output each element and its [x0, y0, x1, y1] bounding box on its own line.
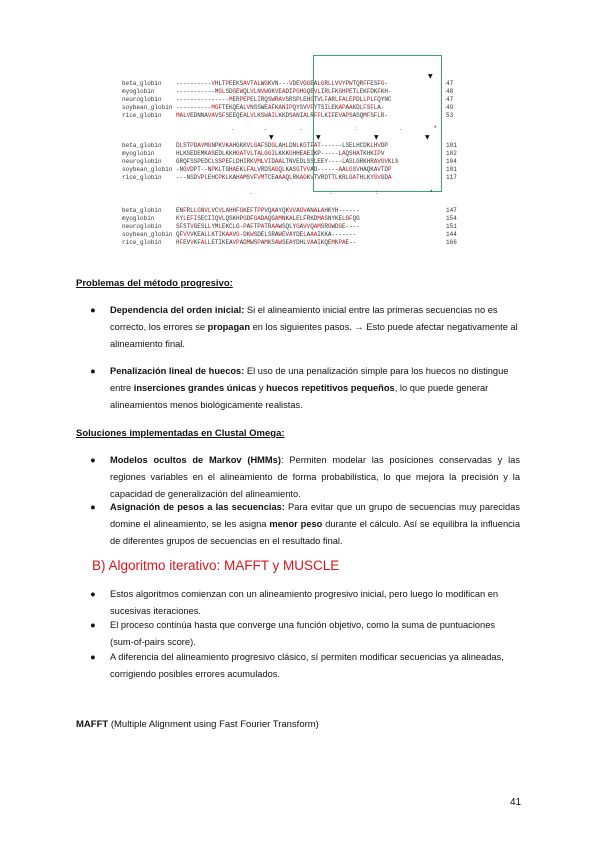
- bullet-text: El uso de una penalización simple para los huecos no distingue entre: [110, 366, 509, 393]
- bullet-text: : Permiten modelar las posiciones conservadas y las regiones variables en el alineamiento de forma probabilística, lo que mejora la precisión y la capacidad de generalización del alineamiento.: [110, 455, 521, 499]
- sequence-name: rice_globin: [122, 239, 162, 246]
- sequence-residues: HFEVVKFALLETIKEAVPADMWSPAMKSAWSEAYDHLVAAIKQEMKPAE--: [176, 239, 357, 246]
- alignment-row: [122, 207, 482, 215]
- sequence-position: 104: [446, 158, 457, 165]
- sequence-residues: KYLEFISECIIQVLQSKHPGDFGADAQGAMNKALELFRKDMASNYKELGFQG: [176, 215, 360, 222]
- sequence-position: 102: [446, 150, 457, 157]
- sequence-name: beta_globin: [122, 207, 162, 214]
- bullet-text: Estos algoritmos comienzan con un alineamiento progresivo inicial, pero luego lo modifican en sucesivas iteraciones.: [110, 589, 499, 616]
- sequence-name: soybean_globin: [122, 104, 173, 111]
- page-number: 41: [510, 797, 522, 808]
- sequence-name: beta_globin: [122, 80, 162, 87]
- consensus-mark: .: [250, 190, 252, 196]
- sequence-position: 147: [446, 207, 457, 214]
- sequence-name: myoglobin: [122, 150, 155, 157]
- bullet-dot: ●: [90, 502, 96, 512]
- bullet-dot: ●: [90, 455, 96, 465]
- highlight-box: [313, 55, 442, 192]
- bullet-penalizacion: [90, 363, 520, 414]
- bullet-text: , lo que puede generar alineamientos menos biológicamente realistas.: [110, 383, 489, 410]
- sequence-position: 154: [446, 215, 457, 222]
- sequence-residues: DLSTPDAVMGNPKVKAHGKKVLGAFSDGLAHLDNLKGTFAT------LSELHCDKLHVDP: [176, 142, 388, 149]
- term-propagan: propagan: [207, 322, 251, 332]
- bullet-dot: ●: [90, 366, 96, 376]
- bullet-iterativo-1: [90, 586, 520, 620]
- alignment-row: [122, 239, 482, 247]
- bullet-pesos: [90, 499, 520, 550]
- bullet-text: durante el cálculo. Así se equilibra la influencia de diferentes grupos de secuencias en el resultado final.: [110, 519, 520, 546]
- marker-triangle: ▼: [269, 134, 274, 141]
- consensus-mark: :: [376, 190, 378, 196]
- mafft-bold: MAFFT: [76, 719, 109, 730]
- sequence-position: 49: [446, 104, 454, 111]
- sequence-position: 144: [446, 231, 457, 238]
- consensus-mark: .: [300, 126, 302, 132]
- sequence-name: soybean_globin: [122, 166, 173, 173]
- term-penalizacion: Penalización lineal de huecos:: [110, 366, 245, 376]
- sequence-position: 101: [446, 166, 457, 173]
- sequence-name: neuroglobin: [122, 158, 162, 165]
- sequence-name: myoglobin: [122, 88, 155, 95]
- sequence-residues: -----------MGLSDGEWQLVLNVWGKVEADIPGHGQEVLIRLFKGHPETLEKFDKFKH-: [176, 88, 392, 95]
- consensus-mark: *: [434, 126, 437, 132]
- sequence-residues: ----------VHLTPEEKSAVTALWGKVN---VDEVGGEALGRLLVVYPWTQRFFESFG-: [176, 80, 388, 87]
- sequence-residues: HLKSEDEMKASEDLKKHGATVLTALGGILKKKGHHEAEIKP-----LAQSHATKHKIPV: [176, 150, 385, 157]
- term-menor-peso: menor peso: [269, 519, 323, 529]
- bullet-text: en los siguientes pasos. → Esto puede afectar negativamente al alineamiento final.: [110, 322, 518, 349]
- term-pesos: Asignación de pesos a las secuencias:: [110, 502, 285, 512]
- sequence-name: beta_globin: [122, 142, 162, 149]
- bullet-dot: ●: [90, 589, 96, 599]
- sequence-name: rice_globin: [122, 112, 162, 119]
- bullet-dot: ●: [90, 305, 96, 315]
- sequence-residues: QFVVVKEALLKTIKAAVG-DKWSDELSRAWEVAYDELAAAIKKA-------: [176, 231, 357, 238]
- sequence-position: 53: [446, 112, 454, 119]
- alignment-row: [122, 223, 482, 231]
- marker-triangle: ▼: [374, 134, 379, 141]
- sequence-residues: MALVEDNNAVAVSFSEEQEALVLKSWAILKKDSANIALRFFLKIFEVAPSASQMFSFLR-: [176, 112, 388, 119]
- heading-soluciones: Soluciones implementadas en Clustal Omega:: [76, 428, 285, 439]
- sequence-name: neuroglobin: [122, 223, 162, 230]
- term-dependencia: Dependencia del orden inicial:: [110, 305, 245, 315]
- heading-problemas: Problemas del método progresivo:: [76, 278, 233, 289]
- bullet-text: Para evitar que un grupo de secuencias muy parecidas domine el alineamiento, se les asigna: [110, 502, 520, 529]
- mafft-heading: [76, 719, 319, 730]
- marker-triangle: ▼: [316, 134, 321, 141]
- sequence-name: myoglobin: [122, 215, 155, 222]
- bullet-dot: ●: [90, 652, 96, 662]
- sequence-residues: ---NSDVPLEHCPKLKAHAMSVFVMTCEAAAQLRKAGKVTVRDTTLKRLGATHLKYGVGDA: [176, 174, 392, 181]
- consensus-mark: .: [330, 190, 332, 196]
- bullet-text: A diferencia del alineamiento progresivo clásico, sí permiten modificar secuencias ya alineadas, corrigiendo posibles errores acumulados.: [110, 652, 504, 679]
- bullet-hmm: [90, 452, 520, 503]
- sequence-residues: ---------------MERPEPELIRQSWRAVSRSPLEHGTVLFARLFALEPDLLPLFQYNC: [176, 96, 392, 103]
- sequence-name: neuroglobin: [122, 96, 162, 103]
- bullet-iterativo-3: [90, 649, 520, 683]
- sequence-position: 166: [446, 239, 457, 246]
- sequence-residues: ----------MGFTEKQEALVNSSWEAFKANIPQYSVVFYTSILEKAPAAKDLFSFLA-: [176, 104, 385, 111]
- marker-triangle: ▼: [428, 73, 433, 80]
- sequence-name: rice_globin: [122, 174, 162, 181]
- sequence-position: 101: [446, 142, 457, 149]
- sequence-residues: GRQFSSPEDCLSSPEFLDHIRKVMLVIDAALTNVEDLSSLEEY----LASLGRKHRAVGVKLS: [176, 158, 399, 165]
- term-huecos: huecos repetitivos pequeños: [266, 383, 395, 393]
- sequence-position: 151: [446, 223, 457, 230]
- alignment-row: [122, 231, 482, 239]
- section-b-title: B) Algoritmo iterativo: MAFFT y MUSCLE: [92, 558, 340, 573]
- bullet-dot: ●: [90, 620, 96, 630]
- sequence-position: 48: [446, 88, 454, 95]
- marker-triangle: ▼: [425, 134, 430, 141]
- sequence-residues: SFSTVGESLLYMLEKCLG-PAFTPATRAAWSQLYGAVVQAMSRGWDGE----: [176, 223, 360, 230]
- alignment-row: [122, 215, 482, 223]
- consensus-mark: .: [265, 126, 267, 132]
- term-inserciones: inserciones grandes únicas: [133, 383, 257, 393]
- bullet-iterativo-2: [90, 617, 520, 651]
- consensus-mark: *: [430, 190, 433, 196]
- consensus-mark: .: [400, 126, 402, 132]
- sequence-position: 117: [446, 174, 457, 181]
- mafft-rest: (Multiple Alignment using Fast Fourier Transform): [108, 719, 319, 730]
- sequence-position: 47: [446, 96, 454, 103]
- bullet-text: y: [256, 383, 267, 393]
- term-hmm: Modelos ocultos de Markov (HMMs): [110, 455, 281, 465]
- consensus-mark: .: [232, 126, 234, 132]
- sequence-residues: -NGVDPT--NPKLTGHAEKLFALVRDSAGQLKASGTVVAD------AALGSVHAQKAVTDP: [176, 166, 392, 173]
- sequence-name: soybean_globin: [122, 231, 173, 238]
- sequence-position: 47: [446, 80, 454, 87]
- bullet-text: El proceso continúa hasta que converge una función objetivo, como la suma de puntuaciones (sum-of-pairs score).: [110, 620, 496, 647]
- sequence-residues: ENFRLLGNVLVCVLAHHFGKEFTPPVQAAYQKVVAGVANALAHKYH------: [176, 207, 360, 214]
- consensus-mark: :: [355, 126, 357, 132]
- alignment-block-3: [122, 207, 482, 247]
- bullet-dependencia: [90, 302, 520, 353]
- bullet-text: Si el alineamiento inicial entre las primeras secuencias no es correcto, los errores se: [110, 305, 498, 332]
